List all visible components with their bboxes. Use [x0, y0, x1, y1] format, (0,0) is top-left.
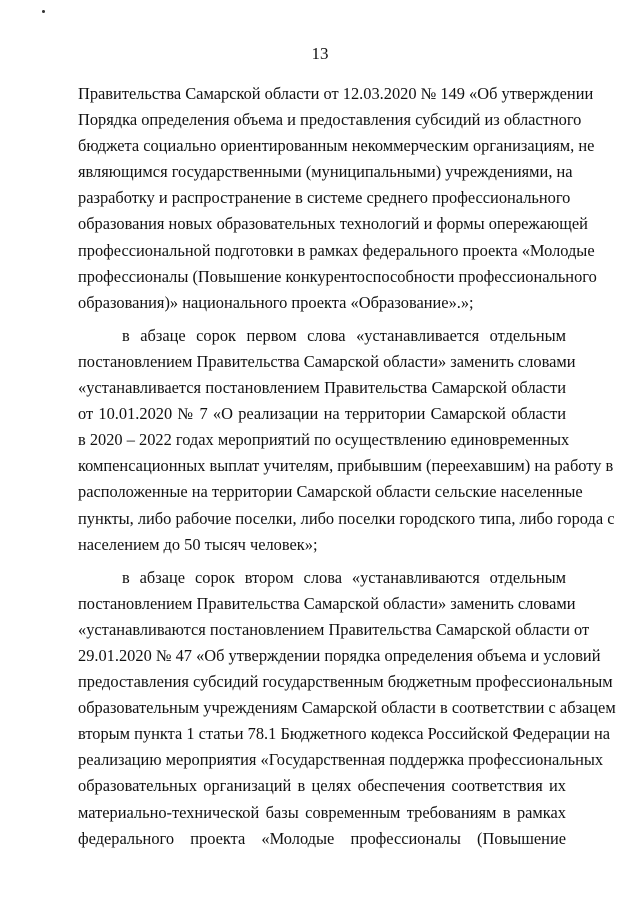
text-line: в абзаце сорок первом слова «устанавливается отдельным: [122, 325, 566, 345]
text-line: материально-технической базы современным требованиям в рамках: [78, 802, 566, 822]
text-line: «устанавливаются постановлением Правительства Самарской области от: [78, 619, 590, 639]
text-line: реализацию мероприятия «Государственная поддержка профессиональных: [78, 750, 604, 770]
text-line: профессиональной подготовки в рамках федерального проекта «Молодые: [78, 240, 595, 260]
body-text: [78, 81, 616, 852]
text-line: предоставления субсидий государственным бюджетным профессиональным: [78, 672, 613, 692]
text-line: образования новых образовательных технологий и формы опережающей: [78, 214, 588, 234]
paragraph-gap: [78, 316, 566, 323]
text-line: являющимся государственными (муниципальными) учреждениями, на: [78, 162, 573, 182]
text-line: Порядка определения объема и предоставления субсидий из областного: [78, 110, 582, 130]
paragraph: [78, 323, 615, 558]
text-line: образовательных организаций в целях обеспечения соответствия их: [78, 776, 566, 796]
text-line: бюджета социально ориентированным некоммерческим организациям, не: [78, 136, 595, 156]
text-line: от 10.01.2020 № 7 «О реализации на территории Самарской области: [78, 404, 566, 424]
text-line: 29.01.2020 № 47 «Об утверждении порядка определения объема и условий: [78, 645, 601, 665]
text-line: вторым пункта 1 статьи 78.1 Бюджетного кодекса Российской Федерации на: [78, 724, 611, 744]
text-line: расположенные на территории Самарской области сельские населенные: [78, 482, 583, 502]
paragraph: [78, 565, 616, 852]
text-line: в абзаце сорок втором слова «устанавливаются отдельным: [122, 567, 566, 587]
text-line: в 2020 – 2022 годах мероприятий по осуществлению единовременных: [78, 430, 570, 450]
page-number: 13: [311, 44, 329, 63]
text-line: Правительства Самарской области от 12.03.2020 № 149 «Об утверждении: [78, 84, 594, 103]
text-line: «устанавливается постановлением Правительства Самарской области: [78, 378, 566, 398]
text-line: постановлением Правительства Самарской области» заменить словами: [78, 351, 576, 371]
text-line: пункты, либо рабочие поселки, либо поселки городского типа, либо города с: [78, 508, 615, 528]
text-line: компенсационных выплат учителям, прибывшим (переехавшим) на работу в: [78, 456, 614, 476]
text-line: постановлением Правительства Самарской области» заменить словами: [78, 593, 576, 613]
text-line: образования)» национального проекта «Образование».»;: [78, 292, 474, 312]
text-line: населением до 50 тысяч человек»;: [78, 534, 318, 554]
text-line: профессионалы (Повышение конкурентоспособности профессионального: [78, 266, 597, 286]
text-line: федерального проекта «Молодые профессионалы (Повышение: [78, 828, 566, 848]
paragraph: [78, 81, 597, 316]
text-line: разработку и распространение в системе среднего профессионального: [78, 188, 571, 208]
scan-speck: [42, 10, 45, 13]
text-line: образовательным учреждениям Самарской области в соответствии с абзацем: [78, 698, 616, 718]
paragraph-gap: [78, 558, 566, 565]
